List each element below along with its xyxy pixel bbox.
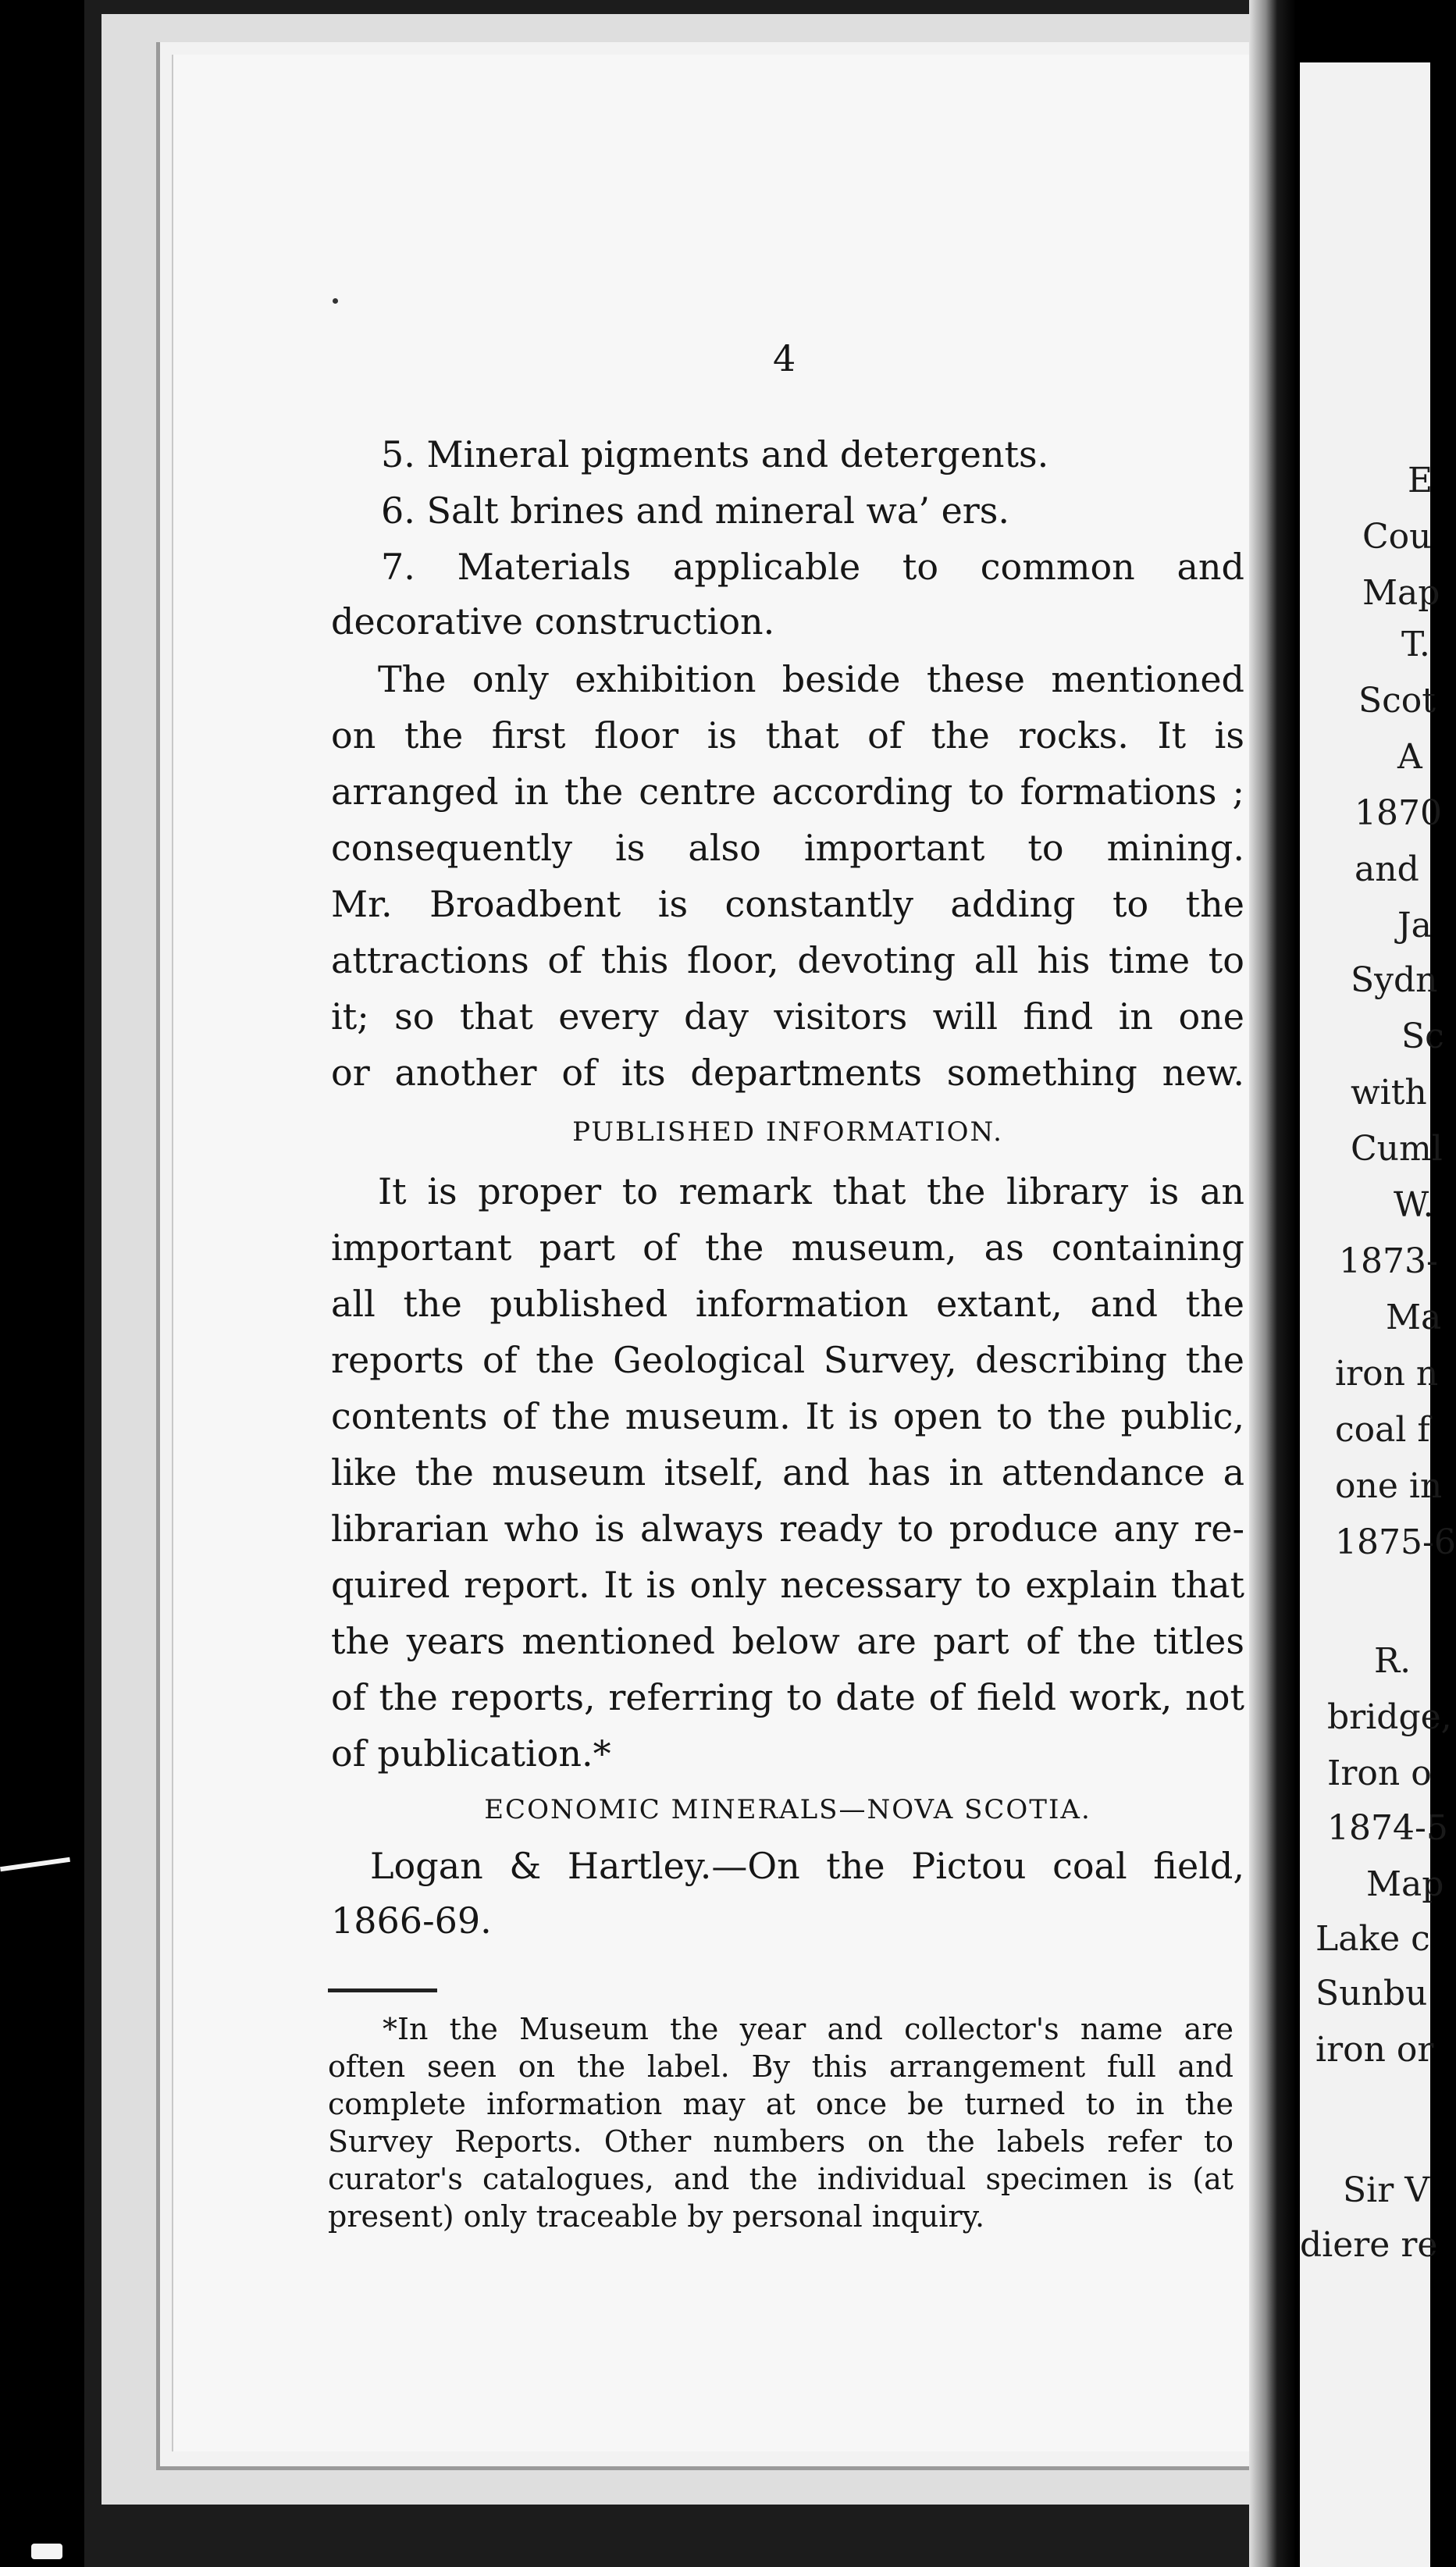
facing-page [1300, 62, 1456, 2567]
footnote-line: often seen on the label. By this arrangement full and [328, 2049, 1234, 2084]
text-line: of the reports, referring to date of field work, not [331, 1676, 1244, 1718]
footnote-line: complete information may at once be turned to in the [328, 2087, 1234, 2121]
facing-page-fragment: E [1408, 461, 1433, 500]
facing-page-fragment: Ja [1397, 906, 1432, 945]
facing-page-fragment: Sc [1401, 1016, 1444, 1056]
ink-dot [333, 298, 338, 304]
scan-mark [31, 2544, 62, 2559]
text-line: the years mentioned below are part of the titles [331, 1620, 1244, 1662]
facing-page-fragment: one in [1335, 1466, 1443, 1506]
facing-page-fragment: 1874-5 [1327, 1808, 1448, 1848]
facing-page-fragment: Sunbu [1315, 1974, 1428, 2013]
text-line: contents of the museum. It is open to the public, [331, 1395, 1244, 1437]
facing-page-fragment: coal f [1335, 1410, 1430, 1450]
facing-page-fragment: iron or [1315, 2030, 1434, 2070]
section-heading: ECONOMIC MINERALS—NOVA SCOTIA. [484, 1794, 1091, 1825]
list-item: 5. Mineral pigments and detergents. [381, 433, 1049, 475]
facing-page-fragment: Sydn [1351, 960, 1438, 1000]
text-line: reports of the Geological Survey, describing the [331, 1339, 1244, 1381]
facing-page-fragment: Iron o [1327, 1753, 1432, 1793]
footnote-line: Survey Reports. Other numbers on the labels refer to [328, 2124, 1234, 2159]
text-line: Logan & Hartley.—On the Pictou coal field, [370, 1845, 1244, 1887]
text-line: like the museum itself, and has in attendance a [331, 1451, 1244, 1494]
text-line: it; so that every day visitors will find in one [331, 995, 1244, 1038]
text-line: Mr. Broadbent is constantly adding to the [331, 883, 1244, 925]
facing-page-fragment: and [1355, 849, 1419, 889]
text-line: librarian who is always ready to produce any re- [331, 1508, 1244, 1550]
page-number: 4 [773, 337, 796, 379]
text-line: all the published information extant, and the [331, 1283, 1244, 1325]
facing-page-fragment: Cou [1362, 517, 1432, 557]
footnote-line: curator's catalogues, and the individual specimen is (at [328, 2162, 1234, 2196]
facing-page-fragment: Ma [1386, 1298, 1442, 1337]
scan-mark [0, 1857, 70, 1871]
facing-page-fragment: Sir V [1343, 2170, 1430, 2210]
facing-page-fragment: Lake c [1315, 1919, 1430, 1959]
facing-page-fragment: bridge, [1327, 1697, 1452, 1737]
footnote-line: *In the Museum the year and collector's name are [383, 2012, 1234, 2046]
footnote-rule [328, 1988, 437, 1992]
facing-page-fragment: diere re [1300, 2225, 1438, 2265]
facing-page-fragment: iron n [1335, 1354, 1439, 1394]
facing-page-fragment: 1870 [1355, 793, 1442, 833]
text-line: 1866-69. [331, 1899, 492, 1942]
facing-page-fragment: Map [1362, 573, 1440, 613]
text-line: It is proper to remark that the library is an [378, 1170, 1244, 1212]
facing-page-fragment: with [1351, 1073, 1427, 1113]
text-line: of publication.* [331, 1732, 611, 1775]
text-line: arranged in the centre according to formations ; [331, 771, 1244, 813]
text-line: The only exhibition beside these mentioned [378, 658, 1244, 700]
text-line: important part of the museum, as containing [331, 1227, 1244, 1269]
facing-page-fragment: A [1397, 737, 1422, 777]
text-line: on the first floor is that of the rocks. It is [331, 714, 1244, 757]
text-line: attractions of this floor, devoting all his time to [331, 939, 1244, 981]
facing-page-fragment: Cuml [1351, 1129, 1443, 1169]
facing-page-fragment: T. [1401, 625, 1430, 664]
section-heading: PUBLISHED INFORMATION. [572, 1116, 1003, 1148]
text-line: or another of its departments something new. [331, 1052, 1244, 1094]
book-spine [1249, 0, 1296, 2567]
text-line: consequently is also important to mining. [331, 827, 1244, 869]
list-item: 6. Salt brines and mineral wa’ ers. [381, 490, 1010, 532]
text-line: quired report. It is only necessary to explain that [331, 1564, 1244, 1606]
footnote-line: present) only traceable by personal inquiry. [328, 2199, 985, 2234]
facing-page-fragment: W. [1394, 1185, 1434, 1225]
text-line: decorative construction. [331, 600, 775, 643]
list-item: 7. Materials applicable to common and [381, 546, 1244, 588]
facing-page-fragment: 1873- [1339, 1241, 1438, 1281]
facing-page-fragment: Scot [1358, 681, 1436, 721]
facing-page-fragment: R. [1374, 1641, 1412, 1681]
facing-page-fragment: Map [1366, 1864, 1444, 1904]
facing-page-fragment: 1875-6 [1335, 1522, 1456, 1562]
